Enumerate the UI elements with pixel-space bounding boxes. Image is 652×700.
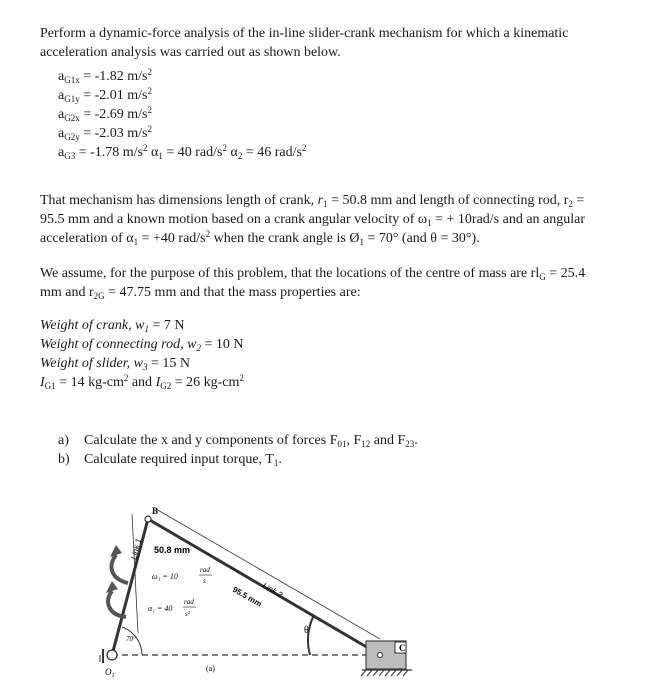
connecting-rod [148, 519, 370, 649]
rod-length-label: 95.5 mm [231, 584, 264, 609]
intro-paragraph [40, 24, 620, 62]
label-B: B [152, 506, 159, 516]
intro-line-2: acceleration analysis was carried out as shown below. [40, 45, 341, 60]
omega-unit-den: s [203, 577, 206, 585]
inertia-values: $I_{G1} = 14$ $kg-cm^2$ and $I_{G2} = 26$ $kg-cm^2$ [40, 373, 244, 391]
pivot-O1 [107, 650, 117, 660]
alpha-unit-num: rad [184, 598, 194, 606]
rod-weight: Weight of connecting rod, $w_2 = 10$ N [40, 337, 244, 353]
accel-aG3-alpha: $a_{G3} = -1.78$ $m/s^2$ $\alpha_1 = 40$ rad/$s^2$ $\alpha_2 = 46$ rad/$s^2$ [58, 143, 307, 161]
accel-aG2y: $a_{G2y} = -2.03$ $m/s^2$ [58, 124, 153, 142]
label-link-1: Link 1 [129, 537, 144, 561]
omega-arrow [112, 555, 128, 583]
figure-caption: (a) [206, 664, 215, 673]
accel-aG1x: $a_{G1x} = -1.82$ $m/s^2$ [58, 67, 153, 85]
intro-line-1: Perform a dynamic-force analysis of the in-line slider-crank mechanism for which a kinematic [40, 26, 569, 41]
crank-weight: Weight of crank, $w_1 = 7$ N [40, 318, 185, 334]
slider-crank-figure [90, 505, 435, 700]
slider-ground-hatch [361, 670, 408, 676]
origin-label: $O_1$ [105, 667, 115, 679]
question-b: b) Calculate required input torque, $T_1$. [58, 452, 282, 468]
slider-weight: Weight of slider, $w_3 = 15$ N [40, 356, 190, 372]
accel-aG2x: $a_{G2x} = -2.69$ $m/s^2$ [58, 105, 153, 123]
assumption-paragraph: We assume, for the purpose of this problem, that the locations of the centre of mass are $rl_G = 25.4$ mm and $r_{2G} = 47.75$ mm and that the mass properties are: [40, 266, 586, 301]
label-link-2: Link 2 [261, 580, 284, 600]
omega-unit-num: rad [200, 566, 210, 574]
label-C: C [399, 643, 406, 653]
theta-label: θ [304, 625, 309, 636]
joint-B [145, 516, 151, 522]
alpha-label: α₁ = 40 [148, 604, 173, 613]
alpha-unit-den: s² [185, 610, 190, 618]
omega-label: ω₁ = 10 [152, 572, 178, 581]
joint-C [378, 653, 383, 658]
rod-dimension-line [156, 509, 380, 639]
question-a: a) Calculate the x and y components of forces $F_{01}$, $F_{12}$ and $F_{23}$. [58, 433, 418, 449]
accel-aG1y: $a_{G1y} = -2.01$ $m/s^2$ [58, 86, 153, 104]
mass-properties [40, 316, 244, 392]
theta-arc [308, 615, 314, 655]
crank-length-label: 50.8 mm [154, 545, 191, 555]
dimensions-paragraph: That mechanism has dimensions length of crank, $r_1 = 50.8$ mm and length of connecting rod, $r_2$ = 95.5 mm and a known motion based on a crank angular velocity of $\omega_1$ = + 10rad/s and an angular acceleration of $\alpha_1 = +40$ rad/$s^2$ when the crank angle is $Ø_1 = 70^\circ$ (and θ = 30°). [40, 193, 586, 247]
crank-angle-label: 70° [126, 635, 136, 643]
